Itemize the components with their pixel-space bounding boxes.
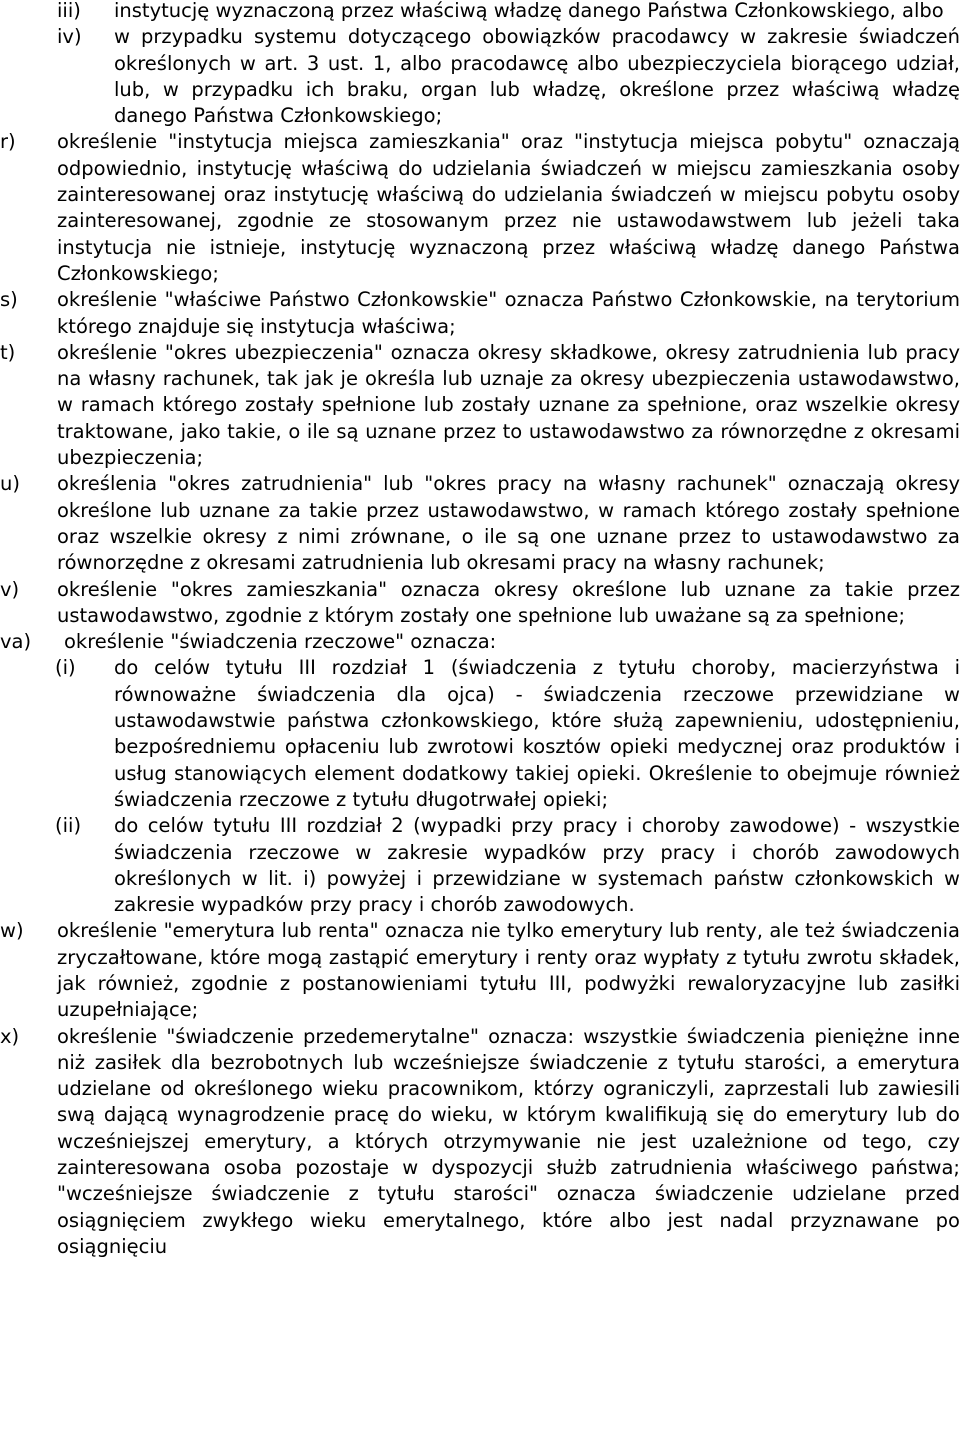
item-label: u): [0, 472, 20, 496]
item-label: v): [0, 577, 20, 601]
item-text: określenie "instytucja miejsca zamieszkania" oraz "instytucja miejsca pobytu" oznaczają odpowiednio, instytucję właściwą do udzielania świadczeń w miejscu zamieszkania osoby zainteresowanej oraz instytucję właściwą do udzielania świadczeń w miejscu pobytu osoby zainteresowanej, zgodnie ze stosowanym przez nie ustawodawstwem lub jeżeli taka instytucja nie istnieje, instytucję wyznaczoną przez właściwą władzę danego Państwa Członkowskiego;: [57, 130, 960, 285]
item-text: instytucję wyznaczoną przez właściwą władzę danego Państwa Członkowskiego, albo: [114, 0, 944, 22]
list-item-t: [0, 340, 960, 471]
item-label: x): [0, 1024, 20, 1048]
item-label: iv): [57, 25, 82, 49]
item-text: określenie "okres ubezpieczenia" oznacza okresy składkowe, okresy zatrudnienia lub pracy na własny rachunek, tak jak je określa lub uznaje za okresy ubezpieczenia ustawodawstwo, w ramach którego zostały spełnione lub zostały uznane za spełnione, oraz wszelkie okresy traktowane, jako takie, o ile są uznane przez to ustawodawstwo za równorzędne z okresami ubezpieczenia;: [57, 340, 960, 470]
list-item-r: [0, 129, 960, 287]
item-text: w przypadku systemu dotyczącego obowiązków pracodawcy w zakresie świadczeń określonych w art. 3 ust. 1, albo pracodawcę albo ubezpieczyciela biorącego udział, lub, w przypadku ich braku, organ lub władzę, określone przez właściwą władzę danego Państwa Członkowskiego;: [114, 25, 960, 128]
item-label: w): [0, 919, 24, 943]
item-label: (ii): [55, 814, 82, 838]
item-label: iii): [57, 0, 81, 22]
item-text: do celów tytułu III rozdział 2 (wypadki przy pracy i choroby zawodowe) - wszystkie świadczenia rzeczowe w zakresie wypadków przy pracy i chorób zawodowych określonych w lit. i) powyżej i przewidziane w systemach państw członkowskich w zakresie wypadków przy pracy i chorób zawodowych.: [114, 814, 960, 917]
item-text: określenie "świadczenia rzeczowe" oznacza:: [64, 630, 497, 654]
item-text: określenie "okres zamieszkania" oznacza okresy określone lub uznane za takie przez ustawodawstwo, zgodnie z którym zostały one spełnione lub uważane są za spełnione;: [57, 577, 960, 627]
list-item-x: [0, 1024, 960, 1261]
list-item-s: [0, 287, 960, 340]
list-item-va-i: [0, 655, 960, 813]
list-item-va: [0, 629, 960, 655]
item-label: va): [0, 630, 32, 654]
item-text: do celów tytułu III rozdział 1 (świadczenia z tytułu choroby, macierzyństwa i równoważne świadczenia dla ojca) - świadczenia rzeczowe przewidziane w ustawodawstwie państwa członkowskiego, które służą zapewnieniu, udostępnieniu, bezpośredniemu opłaceniu lub zwrotowi kosztów opieki medycznej oraz produktów i usług stanowiących element dodatkowy takiej opieki. Określenie to obejmuje również świadczenia rzeczowe z tytułu długotrwałej opieki;: [114, 656, 960, 811]
item-text: określenie "świadczenie przedemerytalne" oznacza: wszystkie świadczenia pieniężne inne niż zasiłek dla bezrobotnych lub wcześniejsze świadczenie z tytułu starości, a emerytura udzielane od określonego wieku pracownikom, którzy ograniczyli, zaprzestali lub zawiesili swą dającą wynagrodzenie pracę do wieku, w którym kwalifikują się do emerytury lub do wcześniejszej emerytury, a których otrzymywanie nie jest uzależnione od tego, czy zainteresowana osoba pozostaje w dyspozycji służb zatrudnienia właściwego państwa; "wcześniejsze świadczenie z tytułu starości" oznacza świadczenie udzielane przed osiągnięciem zwykłego wieku emerytalnego, które albo jest nadal przyznawane po osiągnięciu: [57, 1024, 960, 1258]
list-item-iii: [0, 0, 960, 24]
item-label: r): [0, 130, 16, 154]
item-text: określenie "właściwe Państwo Członkowskie" oznacza Państwo Członkowskie, na terytorium którego znajduje się instytucja właściwa;: [57, 288, 960, 338]
item-text: określenia "okres zatrudnienia" lub "okres pracy na własny rachunek" oznaczają okresy określone lub uznane za takie przez ustawodawstwo, w ramach którego zostały spełnione oraz wszelkie okresy z nimi zrównane, o ile są one uznane przez to ustawodawstwo za równorzędne z okresami zatrudnienia lub okresami pracy na własny rachunek;: [57, 472, 960, 575]
list-item-w: [0, 918, 960, 1023]
list-item-u: [0, 471, 960, 576]
item-text: określenie "emerytura lub renta" oznacza nie tylko emerytury lub renty, ale też świadczenia zryczałtowane, które mogą zastąpić emerytury i renty oraz wypłaty z tytułu zwrotu składek, jak również, zgodnie z postanowieniami tytułu III, podwyżki rewaloryzacyjne lub zasiłki uzupełniające;: [57, 919, 960, 1022]
list-item-v: [0, 577, 960, 630]
list-item-va-ii: [0, 813, 960, 918]
item-label: (i): [55, 656, 76, 680]
item-label: t): [0, 340, 16, 364]
item-label: s): [0, 288, 18, 312]
list-item-iv: [0, 24, 960, 129]
